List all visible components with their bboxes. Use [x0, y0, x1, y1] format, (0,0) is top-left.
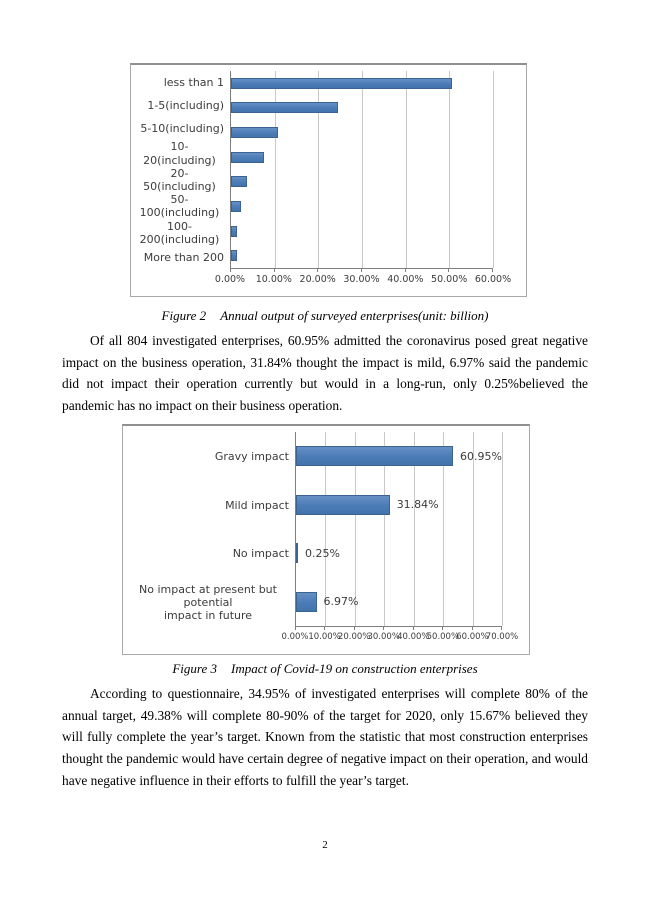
bar-row: [231, 145, 493, 170]
bar-row: [231, 120, 493, 145]
bar: [231, 226, 237, 237]
tick-label: 20.00%: [299, 274, 336, 285]
figure3-caption-label: Figure 3: [172, 661, 218, 676]
data-label: 0.25%: [305, 546, 340, 560]
tick-label: 10.00%: [255, 274, 292, 285]
bar: [231, 78, 452, 89]
figure2-caption-label: Figure 2: [161, 308, 207, 323]
category-label: More than 200: [143, 250, 224, 264]
bar-row: [296, 432, 502, 481]
tick-label: 60.00%: [456, 632, 489, 642]
bar: [231, 176, 247, 187]
figure3-chart: [122, 424, 530, 655]
bar-row: [231, 219, 493, 244]
figure2-caption-text: Annual output of surveyed enterprises(unit: billion): [220, 308, 489, 323]
tick-label: 20.00%: [337, 632, 371, 642]
tick-label: 30.00%: [343, 274, 380, 285]
category-label: Gravy impact: [214, 449, 289, 463]
plot-area: [230, 71, 493, 269]
paragraph-2: According to questionnaire, 34.95% of investigated enterprises will complete 80% of the annual target, 49.38% will complete 80-90% of the target for 2020, only 15.67% believed they will fully complete the year’s target. Known from the statistic that most construction enterprises thought the pandemic would have certain degree of negative impact on their operation, and would have negative influence in their efforts to fulfill the year’s target.: [62, 686, 588, 788]
chart-area: [127, 432, 529, 627]
bar: [231, 201, 241, 212]
plot-area: [295, 432, 502, 627]
figure2-chart: [130, 63, 527, 297]
category-label: 5-10(including): [140, 122, 224, 136]
tick-label: 0.00%: [281, 632, 309, 642]
bar: [231, 127, 278, 138]
tick-label: 0.00%: [214, 274, 246, 285]
bar: [231, 250, 237, 261]
tick-label: 40.00%: [397, 632, 430, 642]
category-label: less than 1: [163, 75, 224, 89]
bar-row: [296, 578, 502, 627]
bar-row: [231, 96, 493, 121]
category-label: 1-5(including): [147, 99, 224, 113]
category-label: 20-50(including): [143, 166, 216, 193]
bar: [296, 446, 453, 466]
tick-label: 40.00%: [387, 274, 424, 285]
x-axis: [214, 269, 512, 291]
bar-row: [296, 481, 502, 530]
bar: [231, 152, 264, 163]
bar: [231, 102, 338, 113]
data-label: 31.84%: [396, 498, 439, 512]
category-label: No impact: [232, 547, 289, 561]
category-label: 10-20(including): [143, 140, 216, 167]
bar-row: [231, 170, 493, 195]
bar: [296, 495, 390, 515]
figure3-caption: [0, 661, 650, 677]
gridline: [502, 432, 503, 626]
bar-row: [296, 529, 502, 578]
category-label: 50-100(including): [139, 193, 220, 220]
figure2-caption: [0, 308, 650, 324]
chart-area: [135, 71, 526, 269]
bar: [296, 543, 298, 563]
x-axis: [281, 627, 519, 649]
data-label: 6.97%: [323, 595, 359, 609]
data-label: 60.95%: [460, 449, 502, 463]
tick-label: 30.00%: [367, 632, 400, 642]
paragraph-1: Of all 804 investigated enterprises, 60.95% admitted the coronavirus posed great negative impact on the business operation, 31.84% thought the impact is mild, 6.97% said the pandemic did not impact their operation currently but would in a long-run, only 0.25%believed the pandemic has no impact on their business operation.: [62, 333, 588, 414]
gridline: [493, 71, 494, 268]
tick-label: 70.00%: [485, 632, 519, 642]
page-number: 2: [322, 839, 328, 851]
tick-label: 60.00%: [474, 274, 512, 285]
category-axis: [127, 432, 295, 627]
category-label: 100-200(including): [139, 219, 220, 246]
tick-label: 50.00%: [431, 274, 468, 285]
category-label: Mild impact: [225, 498, 289, 512]
category-label: No impact at present but potential impact in future: [139, 582, 277, 623]
bar: [296, 592, 317, 612]
bar-row: [231, 71, 493, 96]
tick-label: 10.00%: [308, 632, 341, 642]
bar-row: [231, 194, 493, 219]
figure3-caption-text: Impact of Covid-19 on construction enterprises: [231, 661, 478, 676]
tick-label: 50.00%: [426, 632, 460, 642]
bar-row: [231, 243, 493, 268]
category-axis: [135, 71, 230, 269]
